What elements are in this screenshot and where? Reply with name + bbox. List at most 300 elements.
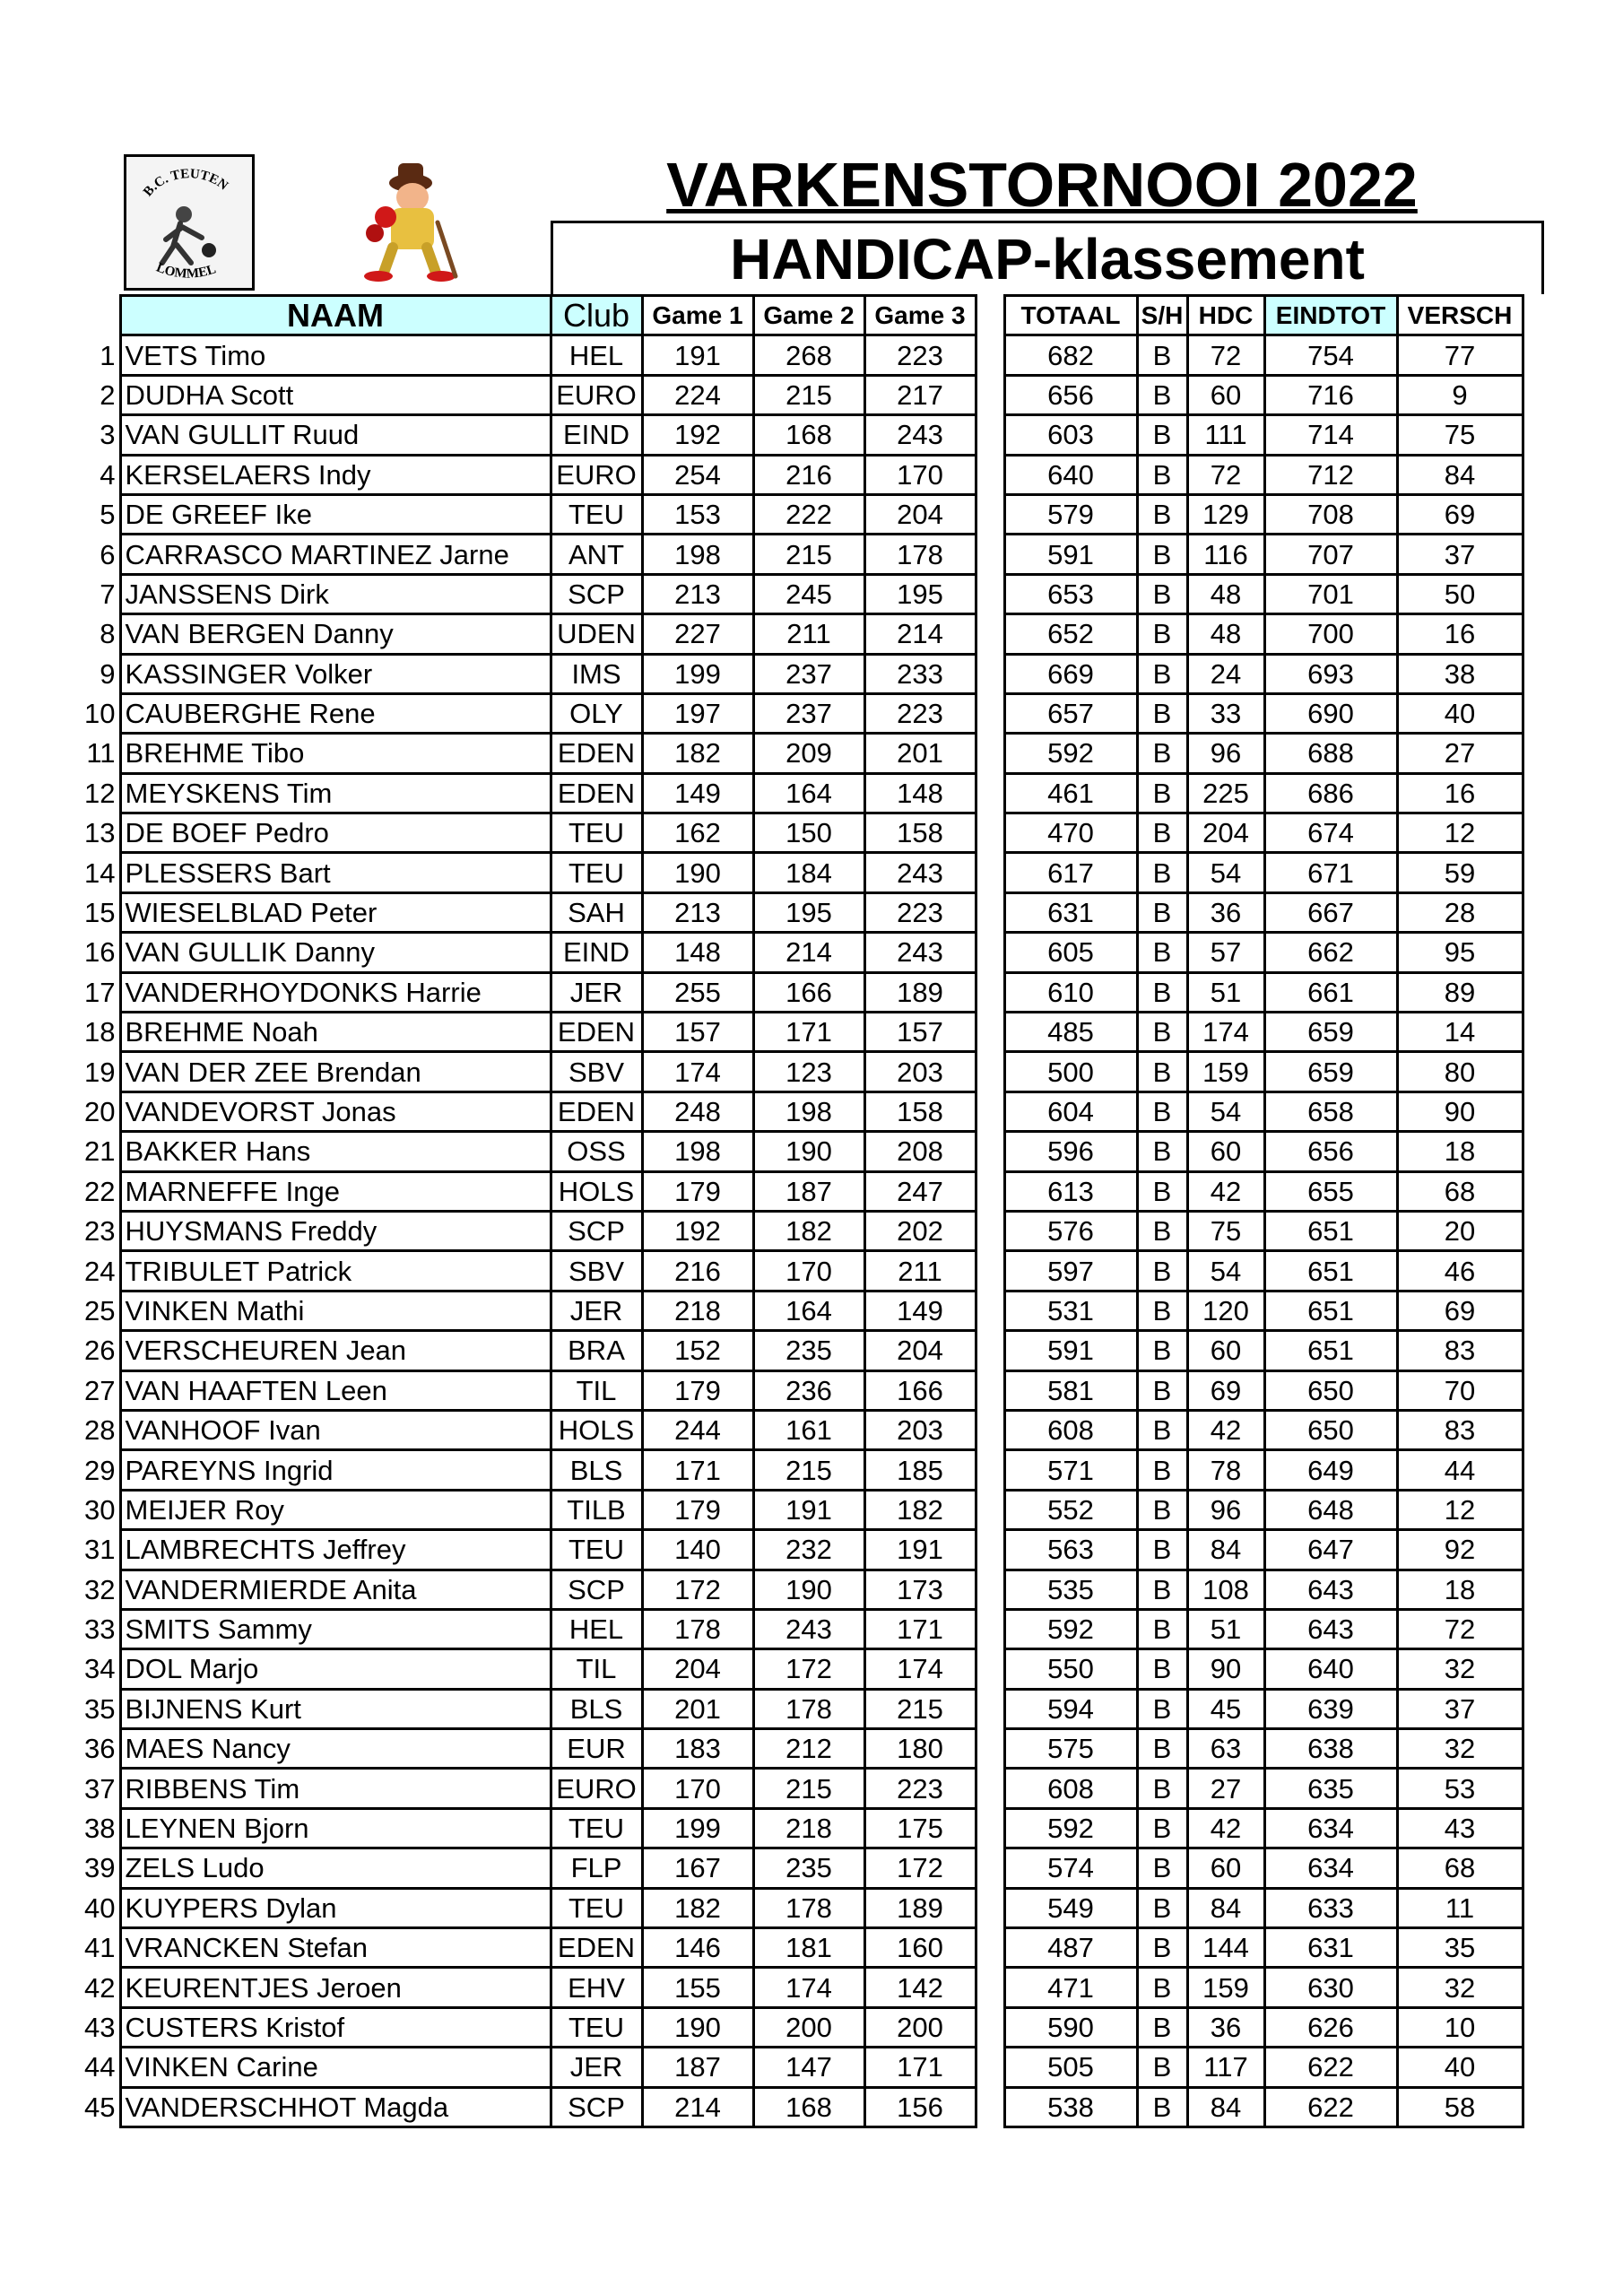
name-cell: JANSSENS Dirk [120,574,551,613]
versch-cell: 20 [1397,1211,1523,1250]
game1-cell: 178 [642,1609,753,1648]
sh-cell: B [1137,654,1187,693]
rank-cell: 20 [84,1096,116,1127]
eindtot-cell: 647 [1264,1530,1397,1570]
eindtot-cell: 674 [1264,813,1397,853]
rank-cell: 26 [84,1335,116,1367]
rank-cell: 31 [84,1534,116,1566]
versch-cell: 37 [1397,535,1523,574]
name-cell: CAUBERGHE Rene [120,693,551,733]
rank-cell: 29 [84,1454,116,1486]
sh-cell: B [1137,415,1187,455]
game2-cell: 237 [753,654,864,693]
total-cell: 505 [1004,2048,1137,2087]
table-row [72,1132,1523,1171]
game3-cell: 157 [864,1013,976,1052]
name-cell: HUYSMANS Freddy [120,1211,551,1250]
eindtot-cell: 754 [1264,335,1397,375]
hdc-cell: 42 [1187,1808,1264,1848]
name-cell: SMITS Sammy [120,1609,551,1648]
club-cell: EURO [551,455,642,494]
versch-cell: 68 [1397,1171,1523,1211]
game2-cell: 123 [753,1052,864,1091]
name-cell: TRIBULET Patrick [120,1251,551,1291]
eindtot-cell: 686 [1264,773,1397,813]
club-cell: BLS [551,1689,642,1728]
name-cell: DOL Marjo [120,1649,551,1689]
sh-cell: B [1137,1649,1187,1689]
game1-cell: 192 [642,1211,753,1250]
table-row [72,375,1523,414]
versch-cell: 40 [1397,693,1523,733]
gap-cell [976,1968,1004,2007]
club-cell: EDEN [551,734,642,773]
game2-cell: 181 [753,1928,864,1968]
table-row [72,2007,1523,2047]
rank-cell: 11 [86,737,116,770]
sh-cell: B [1137,1091,1187,1131]
total-cell: 535 [1004,1570,1137,1609]
game1-cell: 248 [642,1091,753,1131]
table-header-row [72,296,1523,335]
game3-cell: 203 [864,1052,976,1091]
svg-text:LOMMEL [154,260,218,281]
versch-cell: 84 [1397,455,1523,494]
game1-cell: 190 [642,2007,753,2047]
game1-cell: 197 [642,693,753,733]
total-cell: 605 [1004,933,1137,972]
game1-cell: 157 [642,1013,753,1052]
table-row [72,1013,1523,1052]
ranking-body [72,335,1523,2127]
table-row [72,1649,1523,1689]
sh-cell: B [1137,1609,1187,1648]
rank-cell: 9 [100,657,116,690]
gap-cell [976,1928,1004,1968]
game2-cell: 218 [753,1808,864,1848]
versch-cell: 83 [1397,1410,1523,1449]
sh-cell: B [1137,892,1187,932]
page-title: VARKENSTORNOOI 2022 [666,150,1418,220]
gap-cell [976,1211,1004,1250]
versch-cell: 53 [1397,1769,1523,1808]
table-row [72,1888,1523,1927]
pig-mascot-icon [348,151,482,285]
game3-cell: 223 [864,1769,976,1808]
total-cell: 682 [1004,335,1137,375]
eindtot-cell: 626 [1264,2007,1397,2047]
gap-cell [976,1251,1004,1291]
sh-cell: B [1137,1928,1187,1968]
gap-cell [976,375,1004,414]
gap-cell [976,1450,1004,1490]
name-cell: RIBBENS Tim [120,1769,551,1808]
name-cell: KUYPERS Dylan [120,1888,551,1927]
club-cell: HEL [551,335,642,375]
game2-cell: 212 [753,1729,864,1769]
rank-cell: 14 [84,857,116,889]
versch-cell: 35 [1397,1928,1523,1968]
total-cell: 652 [1004,614,1137,654]
table-row [72,734,1523,773]
table-row [72,773,1523,813]
eindtot-cell: 712 [1264,455,1397,494]
game3-cell: 243 [864,933,976,972]
eindtot-cell: 651 [1264,1251,1397,1291]
hdc-cell: 120 [1187,1291,1264,1330]
table-row [72,1729,1523,1769]
total-cell: 617 [1004,853,1137,892]
versch-cell: 32 [1397,1729,1523,1769]
club-cell: UDEN [551,614,642,654]
gap-header [976,296,1004,335]
table-row [72,1769,1523,1808]
rank-cell: 13 [84,817,116,849]
gap-cell [976,1132,1004,1171]
name-cell: KASSINGER Volker [120,654,551,693]
gap-cell [976,1410,1004,1449]
rank-cell: 32 [84,1573,116,1605]
game2-cell: 190 [753,1570,864,1609]
eindtot-cell: 640 [1264,1649,1397,1689]
versch-cell: 12 [1397,813,1523,853]
sh-cell: B [1137,1888,1187,1927]
gap-cell [976,773,1004,813]
gap-cell [976,335,1004,375]
total-cell: 596 [1004,1132,1137,1171]
hdc-cell: 33 [1187,693,1264,733]
club-cell: EIND [551,415,642,455]
eindtot-cell: 651 [1264,1291,1397,1330]
hdc-cell: 84 [1187,2087,1264,2126]
table-row [72,1928,1523,1968]
game3-cell: 149 [864,1291,976,1330]
rank-cell: 8 [100,618,116,650]
sh-cell: B [1137,455,1187,494]
game3-cell: 148 [864,773,976,813]
gap-cell [976,415,1004,455]
game2-cell: 187 [753,1171,864,1211]
total-cell: 549 [1004,1888,1137,1927]
name-cell: VAN DER ZEE Brendan [120,1052,551,1091]
sh-cell: B [1137,1331,1187,1370]
gap-cell [976,1490,1004,1529]
hdc-cell: 36 [1187,2007,1264,2047]
sh-cell: B [1137,1251,1187,1291]
club-cell: EUR [551,1729,642,1769]
hdc-cell: 117 [1187,2048,1264,2087]
gap-cell [976,1331,1004,1370]
club-cell: EDEN [551,773,642,813]
game1-cell: 187 [642,2048,753,2087]
club-cell: TEU [551,1808,642,1848]
name-cell: BAKKER Hans [120,1132,551,1171]
hdc-cell: 60 [1187,1331,1264,1370]
versch-cell: 28 [1397,892,1523,932]
eindtot-cell: 650 [1264,1410,1397,1449]
versch-cell: 11 [1397,1888,1523,1927]
hdc-cell: 42 [1187,1410,1264,1449]
game3-cell: 202 [864,1211,976,1250]
hdc-cell: 90 [1187,1649,1264,1689]
game1-cell: 179 [642,1490,753,1529]
eindtot-cell: 700 [1264,614,1397,654]
game3-cell: 173 [864,1570,976,1609]
total-cell: 613 [1004,1171,1137,1211]
total-cell: 653 [1004,574,1137,613]
rank-cell: 6 [100,538,116,570]
total-cell: 657 [1004,693,1137,733]
name-cell: VAN BERGEN Danny [120,614,551,654]
total-cell: 485 [1004,1013,1137,1052]
total-cell: 640 [1004,455,1137,494]
club-cell: TEU [551,2007,642,2047]
game1-cell: 198 [642,535,753,574]
game2-cell: 147 [753,2048,864,2087]
game3-cell: 247 [864,1171,976,1211]
table-row [72,1370,1523,1410]
game1-cell: 167 [642,1848,753,1888]
game2-cell: 214 [753,933,864,972]
club-cell: FLP [551,1848,642,1888]
sh-cell: B [1137,535,1187,574]
club-cell: EIND [551,933,642,972]
total-cell: 574 [1004,1848,1137,1888]
rank-cell: 4 [100,458,116,491]
game1-cell: 149 [642,773,753,813]
table-row [72,1490,1523,1529]
eindtot-cell: 659 [1264,1052,1397,1091]
game2-cell: 235 [753,1331,864,1370]
total-cell: 487 [1004,1928,1137,1968]
game2-cell: 209 [753,734,864,773]
eindtot-cell: 622 [1264,2087,1397,2126]
game3-cell: 166 [864,1370,976,1410]
eindtot-cell: 655 [1264,1171,1397,1211]
total-cell: 610 [1004,972,1137,1012]
total-cell: 591 [1004,535,1137,574]
game1-cell: 192 [642,415,753,455]
name-cell: DE GREEF Ike [120,494,551,534]
game1-cell: 255 [642,972,753,1012]
game3-cell: 160 [864,1928,976,1968]
game2-cell: 164 [753,1291,864,1330]
game2-cell: 178 [753,1888,864,1927]
club-cell: SCP [551,1211,642,1250]
club-cell: JER [551,972,642,1012]
sh-cell: B [1137,335,1187,375]
game3-cell: 223 [864,693,976,733]
game3-cell: 214 [864,614,976,654]
table-row [72,1450,1523,1490]
rank-cell: 25 [84,1294,116,1326]
game2-cell: 215 [753,1450,864,1490]
game1-cell: 152 [642,1331,753,1370]
total-cell: 575 [1004,1729,1137,1769]
versch-cell: 92 [1397,1530,1523,1570]
name-cell: VINKEN Carine [120,2048,551,2087]
eindtot-cell: 662 [1264,933,1397,972]
rank-header [72,296,120,335]
sh-cell: B [1137,933,1187,972]
game3-cell: 180 [864,1729,976,1769]
table-row [72,415,1523,455]
eindtot-cell: 708 [1264,494,1397,534]
game1-cell: 254 [642,455,753,494]
versch-cell: 32 [1397,1968,1523,2007]
rank-cell: 10 [84,698,116,730]
hdc-cell: 48 [1187,614,1264,654]
total-cell: 594 [1004,1689,1137,1728]
game3-cell: 201 [864,734,976,773]
sh-cell: B [1137,1013,1187,1052]
eindtot-cell: 633 [1264,1888,1397,1927]
name-cell: VANDERSCHHOT Magda [120,2087,551,2126]
gap-cell [976,1729,1004,1769]
sh-cell: B [1137,1848,1187,1888]
game2-header: Game 2 [753,296,864,335]
rank-cell: 35 [84,1692,116,1725]
game1-header: Game 1 [642,296,753,335]
club-logo [124,154,255,291]
total-cell: 592 [1004,734,1137,773]
table-row [72,1968,1523,2007]
game3-cell: 185 [864,1450,976,1490]
svg-text:B.C. TEUTEN [141,167,230,199]
hdc-cell: 60 [1187,1848,1264,1888]
gap-cell [976,1848,1004,1888]
total-cell: 579 [1004,494,1137,534]
rank-cell: 33 [84,1613,116,1646]
rank-cell: 36 [84,1733,116,1765]
table-row [72,933,1523,972]
eindtot-cell: 658 [1264,1091,1397,1131]
game2-cell: 245 [753,574,864,613]
table-row [72,813,1523,853]
total-cell: 531 [1004,1291,1137,1330]
game1-cell: 191 [642,335,753,375]
club-cell: SBV [551,1251,642,1291]
club-cell: EURO [551,375,642,414]
name-cell: MARNEFFE Inge [120,1171,551,1211]
game3-cell: 156 [864,2087,976,2126]
game3-cell: 203 [864,1410,976,1449]
versch-cell: 75 [1397,415,1523,455]
eindtot-cell: 639 [1264,1689,1397,1728]
table-row [72,892,1523,932]
name-cell: CARRASCO MARTINEZ Jarne [120,535,551,574]
hdc-cell: 57 [1187,933,1264,972]
table-row [72,1211,1523,1250]
sh-cell: B [1137,853,1187,892]
sh-cell: B [1137,1769,1187,1808]
total-cell: 471 [1004,1968,1137,2007]
club-cell: BRA [551,1331,642,1370]
game2-cell: 215 [753,1769,864,1808]
eindtot-cell: 656 [1264,1132,1397,1171]
game3-cell: 211 [864,1251,976,1291]
total-cell: 461 [1004,773,1137,813]
game2-cell: 268 [753,335,864,375]
eindtot-header: EINDTOT [1264,296,1397,335]
name-cell: MEYSKENS Tim [120,773,551,813]
total-cell: 500 [1004,1052,1137,1091]
sh-cell: B [1137,1052,1187,1091]
club-cell: EDEN [551,1928,642,1968]
game1-cell: 218 [642,1291,753,1330]
total-cell: 571 [1004,1450,1137,1490]
game3-cell: 189 [864,1888,976,1927]
rank-cell: 34 [84,1653,116,1685]
club-cell: JER [551,1291,642,1330]
versch-cell: 14 [1397,1013,1523,1052]
rank-cell: 39 [84,1852,116,1884]
total-cell: 592 [1004,1609,1137,1648]
sh-cell: B [1137,1689,1187,1728]
total-cell: 576 [1004,1211,1137,1250]
table-row [72,1171,1523,1211]
name-cell: BREHME Tibo [120,734,551,773]
game1-cell: 174 [642,1052,753,1091]
table-row [72,853,1523,892]
hdc-cell: 174 [1187,1013,1264,1052]
table-row [72,1689,1523,1728]
hdc-cell: 51 [1187,1609,1264,1648]
total-cell: 590 [1004,2007,1137,2047]
table-row [72,535,1523,574]
eindtot-cell: 631 [1264,1928,1397,1968]
table-row [72,693,1523,733]
game1-cell: 204 [642,1649,753,1689]
hdc-cell: 111 [1187,415,1264,455]
rank-cell: 42 [84,1971,116,2004]
game2-cell: 178 [753,1689,864,1728]
name-cell: PLESSERS Bart [120,853,551,892]
rank-cell: 15 [84,897,116,929]
gap-cell [976,1609,1004,1648]
game1-cell: 213 [642,574,753,613]
hdc-cell: 129 [1187,494,1264,534]
total-cell: 656 [1004,375,1137,414]
game2-cell: 182 [753,1211,864,1250]
logo-text-top: B.C. TEUTEN [141,167,231,200]
eindtot-cell: 634 [1264,1808,1397,1848]
club-header: Club [551,296,642,335]
game1-cell: 162 [642,813,753,853]
gap-cell [976,1769,1004,1808]
club-cell: EURO [551,1769,642,1808]
sh-cell: B [1137,375,1187,414]
rank-cell: 24 [84,1255,116,1287]
gap-cell [976,853,1004,892]
versch-cell: 10 [1397,2007,1523,2047]
sh-cell: B [1137,1370,1187,1410]
hdc-cell: 116 [1187,535,1264,574]
gap-cell [976,1291,1004,1330]
sh-cell: B [1137,773,1187,813]
eindtot-cell: 649 [1264,1450,1397,1490]
gap-cell [976,654,1004,693]
versch-cell: 18 [1397,1570,1523,1609]
sh-cell: B [1137,1968,1187,2007]
versch-cell: 12 [1397,1490,1523,1529]
game2-cell: 168 [753,415,864,455]
hdc-cell: 84 [1187,1888,1264,1927]
club-cell: EDEN [551,1091,642,1131]
club-cell: TEU [551,853,642,892]
game2-cell: 184 [753,853,864,892]
gap-cell [976,813,1004,853]
